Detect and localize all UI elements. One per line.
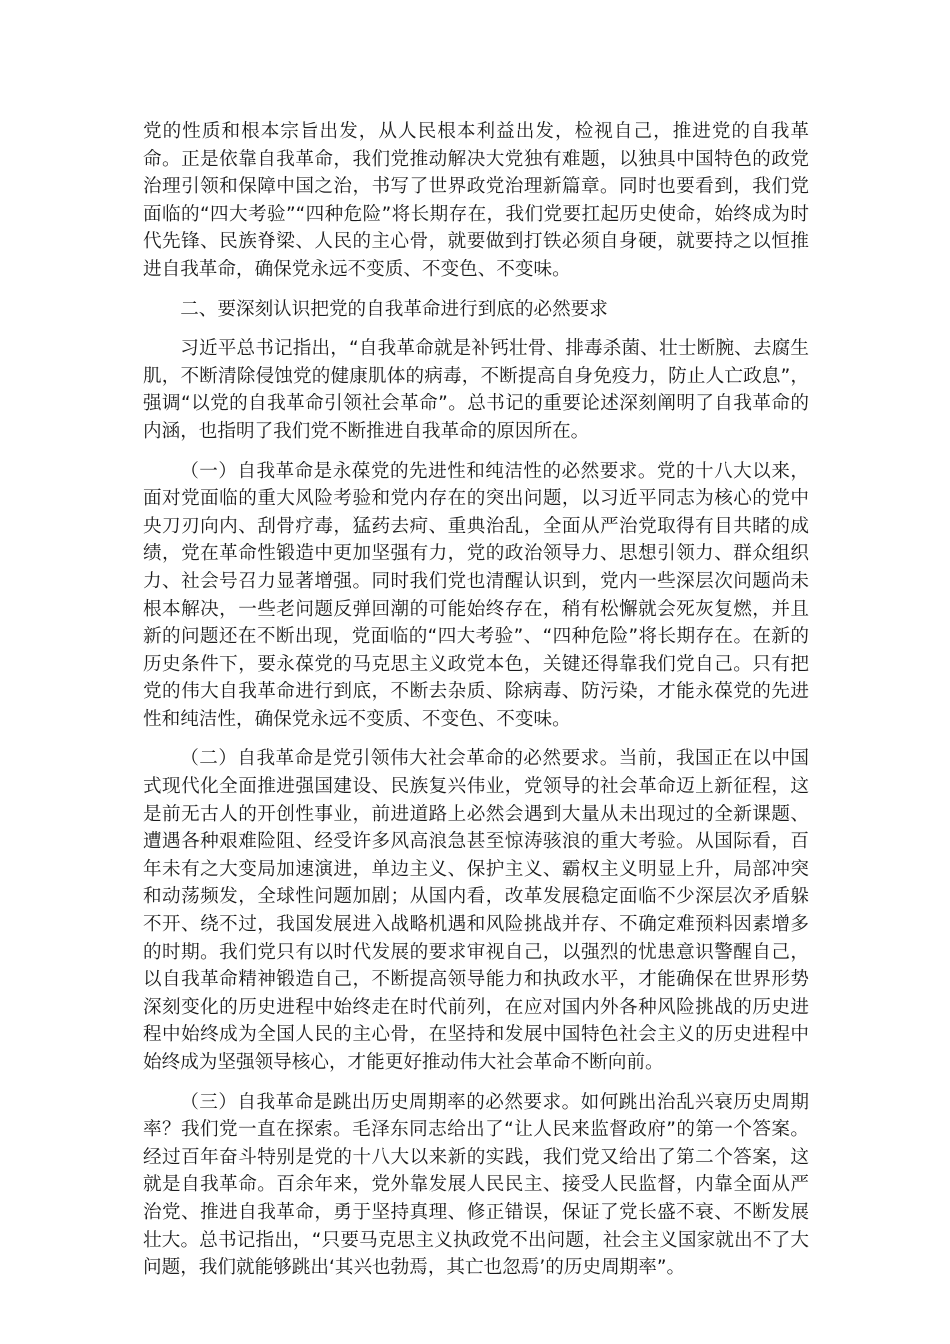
document-page xyxy=(143,118,809,1294)
paragraph-point-1: （一）自我革命是永葆党的先进性和纯洁性的必然要求。党的十八大以来，面对党面临的重大风险考验和党内存在的突出问题，以习近平同志为核心的党中央刀刃向内、刮骨疗毒，猛药去疴、重典治乱，全面从严治党取得有目共睹的成绩，党在革命性锻造中更加坚强有力，党的政治领导力、思想引领力、群众组织力、社会号召力显著增强。同时我们党也清醒认识到，党内一些深层次问题尚未根本解决，一些老问题反弹回潮的可能始终存在，稍有松懈就会死灰复燃，并且新的问题还在不断出现，党面临的“四大考验”、“四种危险”将长期存在。在新的历史条件下，要永葆党的马克思主义政党本色，关键还得靠我们党自己。只有把党的伟大自我革命进行到底，不断去杂质、除病毒、防污染，才能永葆党的先进性和纯洁性，确保党永远不变质、不变色、不变味。 xyxy=(143,460,809,730)
paragraph-continuation: 党的性质和根本宗旨出发，从人民根本利益出发，检视自己，推进党的自我革命。正是依靠自我革命，我们党推动解决大党独有难题，以独具中国特色的政党治理引领和保障中国之治，书写了世界政党治理新篇章。同时也要看到，我们党面临的“四大考验”“四种危险”将长期存在，我们党要扛起历史使命，始终成为时代先锋、民族脊梁、人民的主心骨，就要做到打铁必须自身硬，就要持之以恒推进自我革命，确保党永远不变质、不变色、不变味。 xyxy=(143,121,809,280)
paragraph-point-3: （三）自我革命是跳出历史周期率的必然要求。如何跳出治乱兴衰历史周期率？我们党一直在探索。毛泽东同志给出了“让人民来监督政府”的第一个答案。经过百年奋斗特别是党的十八大以来新的实践，我们党又给出了第二个答案，这就是自我革命。百余年来，党外靠发展人民民主、接受人民监督，内靠全面从严治党、推进自我革命，勇于坚持真理、修正错误，保证了党长盛不衰、不断发展壮大。总书记指出，“只要马克思主义执政党不出问题，社会主义国家就出不了大问题，我们就能够跳出‘其兴也勃焉，其亡也忽焉’的历史周期率”。 xyxy=(143,1091,809,1279)
paragraph-point-2: （二）自我革命是党引领伟大社会革命的必然要求。当前，我国正在以中国式现代化全面推进强国建设、民族复兴伟业，党领导的社会革命迈上新征程，这是前无古人的开创性事业，前进道路上必然会遇到大量从未出现过的全新课题、遭遇各种艰难险阻、经受许多风高浪急甚至惊涛骇浪的重大考验。从国际看，百年未有之大变局加速演进，单边主义、保护主义、霸权主义明显上升，局部冲突和动荡频发，全球性问题加剧；从国内看，改革发展稳定面临不少深层次矛盾躲不开、绕不过，我国发展进入战略机遇和风险挑战并存、不确定难预料因素增多的时期。我们党只有以时代发展的要求审视自己，以强烈的忧患意识警醒自己，以自我革命精神锻造自己，不断提高领导能力和执政水平，才能确保在世界形势深刻变化的历史进程中始终走在时代前列，在应对国内外各种风险挑战的历史进程中始终成为全国人民的主心骨，在坚持和发展中国特色社会主义的历史进程中始终成为坚强领导核心，才能更好推动伟大社会革命不断向前。 xyxy=(143,748,809,1073)
paragraph-quote: 习近平总书记指出，“自我革命就是补钙壮骨、排毒杀菌、壮士断腕、去腐生肌，不断清除侵蚀党的健康肌体的病毒，不断提高自身免疫力，防止人亡政息”，强调“以党的自我革命引领社会革命”。总书记的重要论述深刻阐明了自我革命的内涵，也指明了我们党不断推进自我革命的原因所在。 xyxy=(143,338,809,442)
section-heading: 二、要深刻认识把党的自我革命进行到底的必然要求 xyxy=(180,298,608,320)
